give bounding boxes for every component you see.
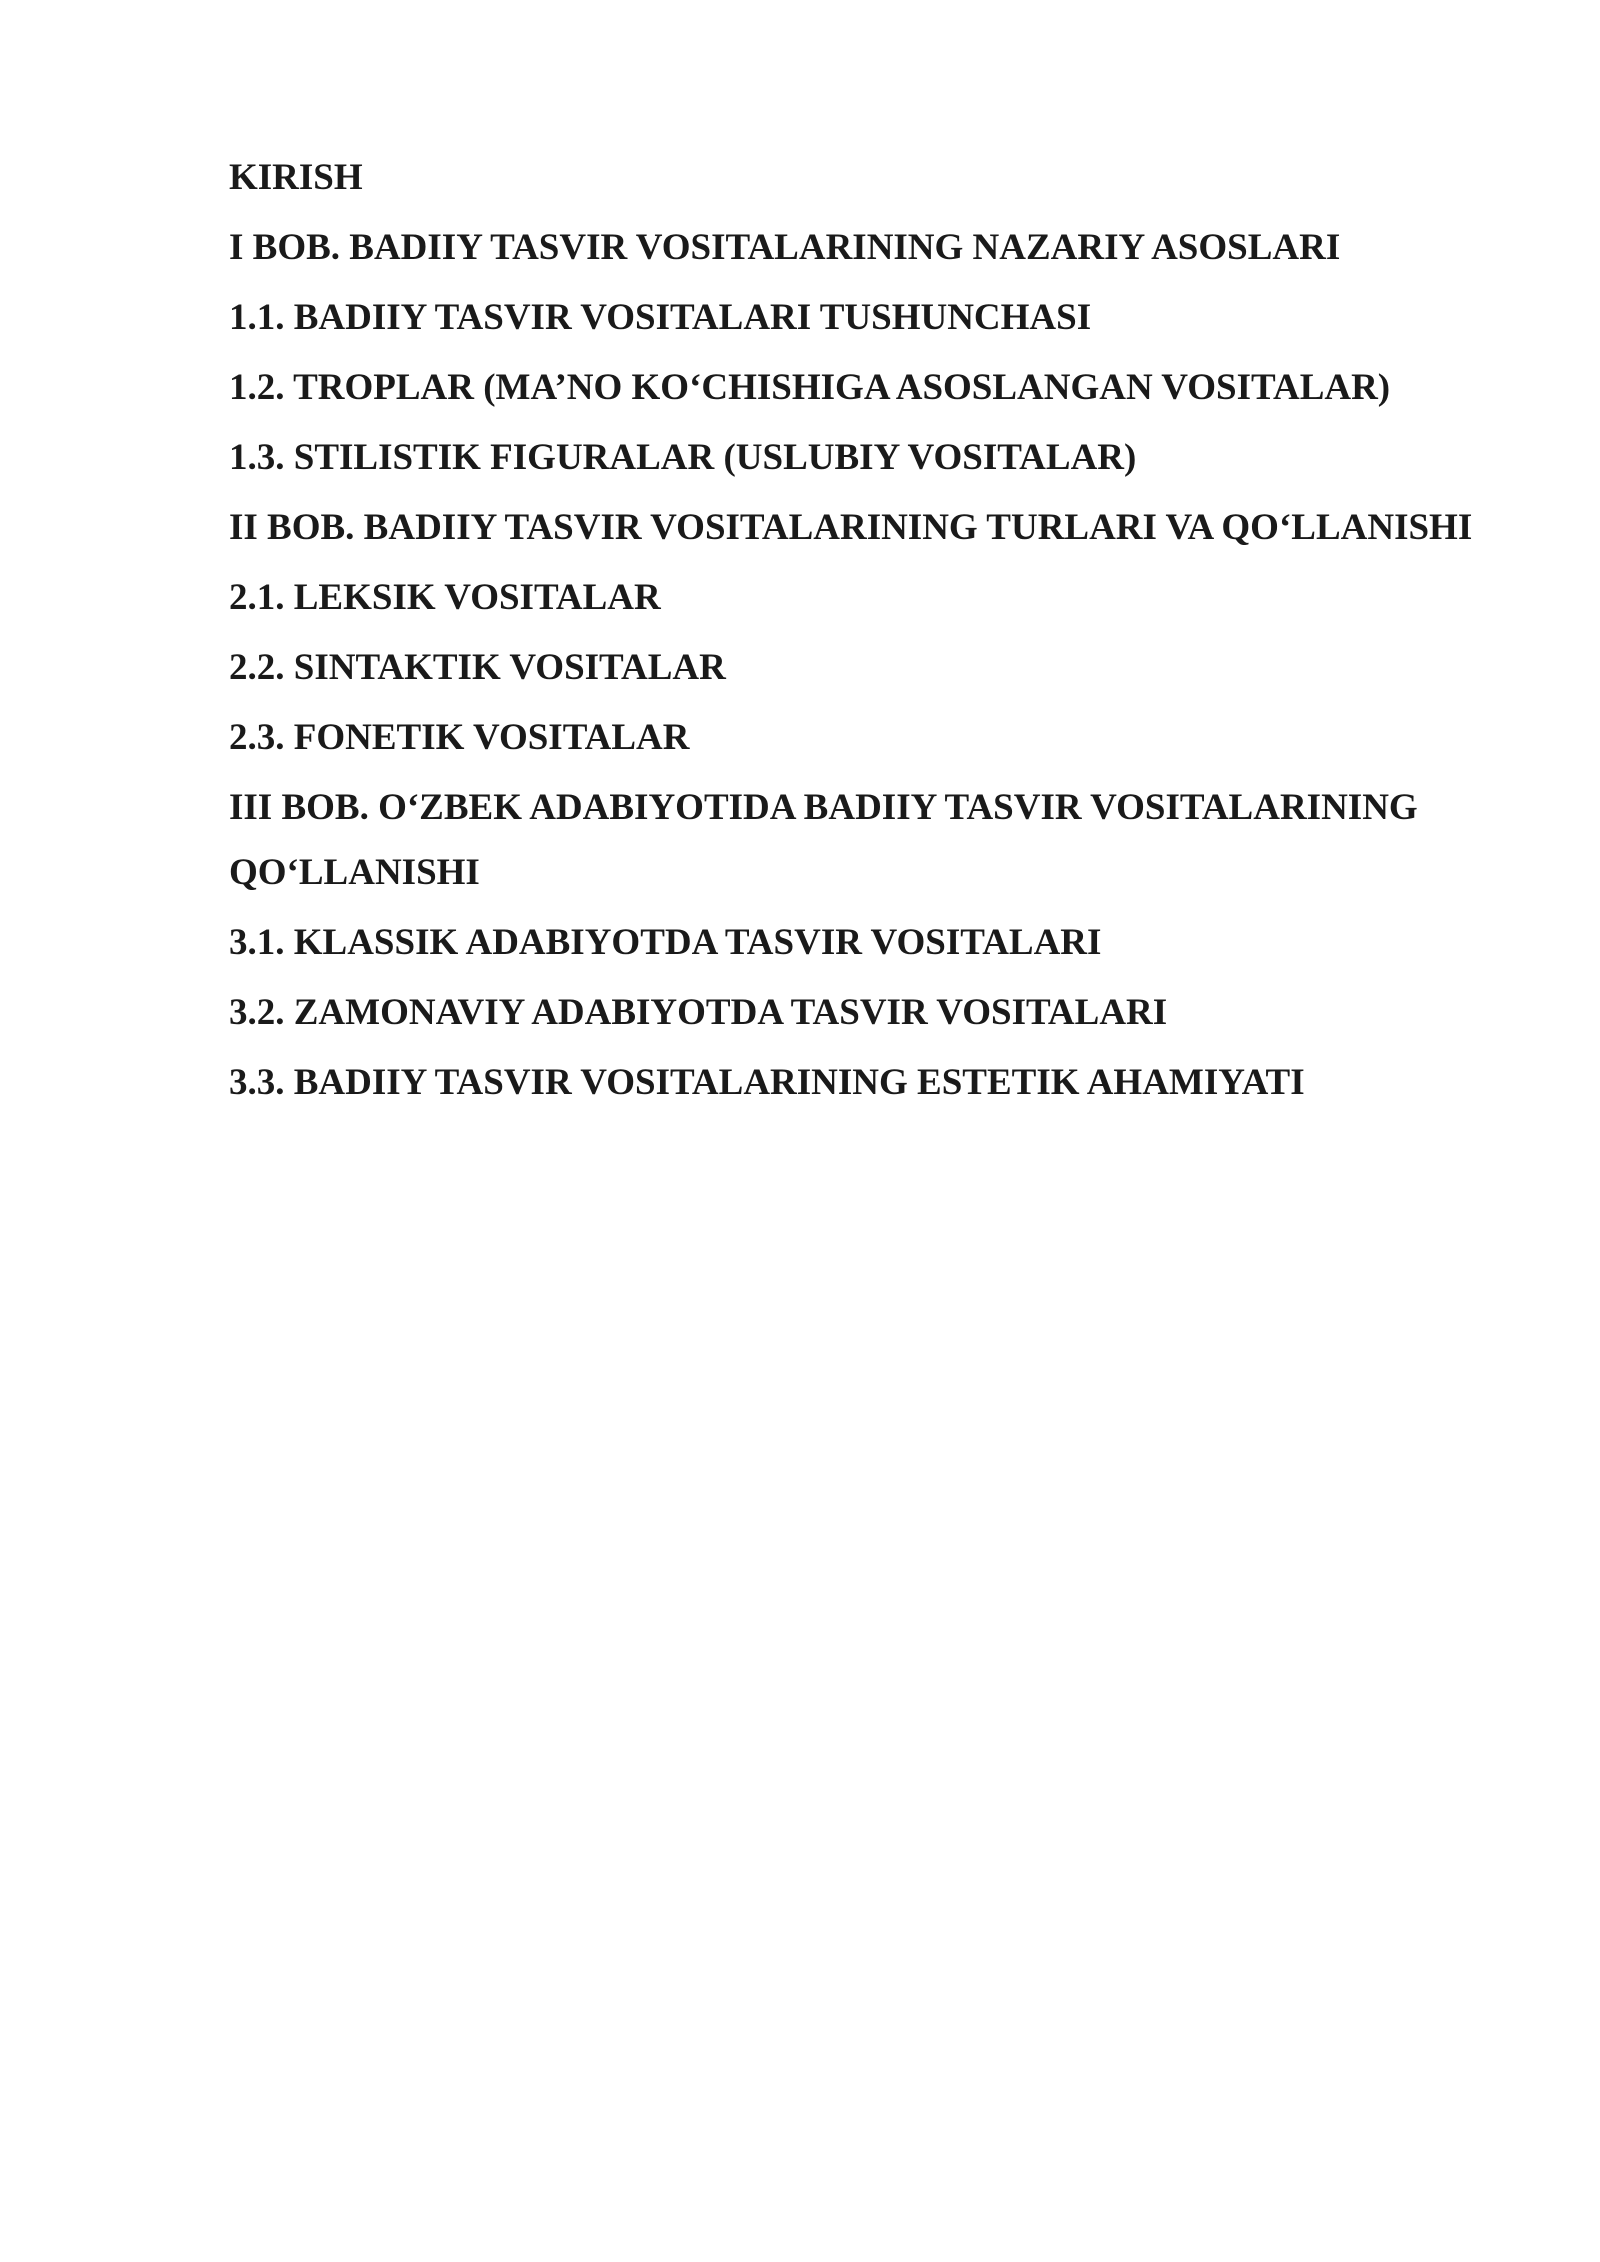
toc-entry-section-2-2: 2.2. SINTAKTIK VOSITALAR bbox=[229, 647, 726, 688]
toc-entry-chapter-1: I BOB. BADIIY TASVIR VOSITALARINING NAZARIY ASOSLARI bbox=[229, 227, 1341, 268]
toc-entry-section-2-1: 2.1. LEKSIK VOSITALAR bbox=[229, 577, 661, 618]
toc-entry-section-1-1: 1.1. BADIIY TASVIR VOSITALARI TUSHUNCHASI bbox=[229, 297, 1092, 338]
toc-entry-chapter-2: II BOB. BADIIY TASVIR VOSITALARINING TURLARI VA QO‘LLANISHI bbox=[229, 507, 1473, 548]
toc-entry-section-1-2: 1.2. TROPLAR (MA’NO KO‘CHISHIGA ASOSLANGAN VOSITALAR) bbox=[229, 367, 1391, 408]
toc-entry-section-3-3: 3.3. BADIIY TASVIR VOSITALARINING ESTETIK AHAMIYATI bbox=[229, 1062, 1305, 1103]
toc-entry-chapter-3: III BOB. O‘ZBEK ADABIYOTIDA BADIIY TASVIR VOSITALARINING QO‘LLANISHI bbox=[229, 787, 1418, 893]
toc-entry-introduction: KIRISH bbox=[229, 157, 363, 198]
toc-entry-section-2-3: 2.3. FONETIK VOSITALAR bbox=[229, 717, 690, 758]
toc-entry-section-3-2: 3.2. ZAMONAVIY ADABIYOTDA TASVIR VOSITALARI bbox=[229, 992, 1168, 1033]
toc-entry-section-3-1: 3.1. KLASSIK ADABIYOTDA TASVIR VOSITALARI bbox=[229, 922, 1102, 963]
toc-entry-section-1-3: 1.3. STILISTIK FIGURALAR (USLUBIY VOSITALAR) bbox=[229, 437, 1137, 478]
table-of-contents bbox=[229, 145, 1489, 1120]
